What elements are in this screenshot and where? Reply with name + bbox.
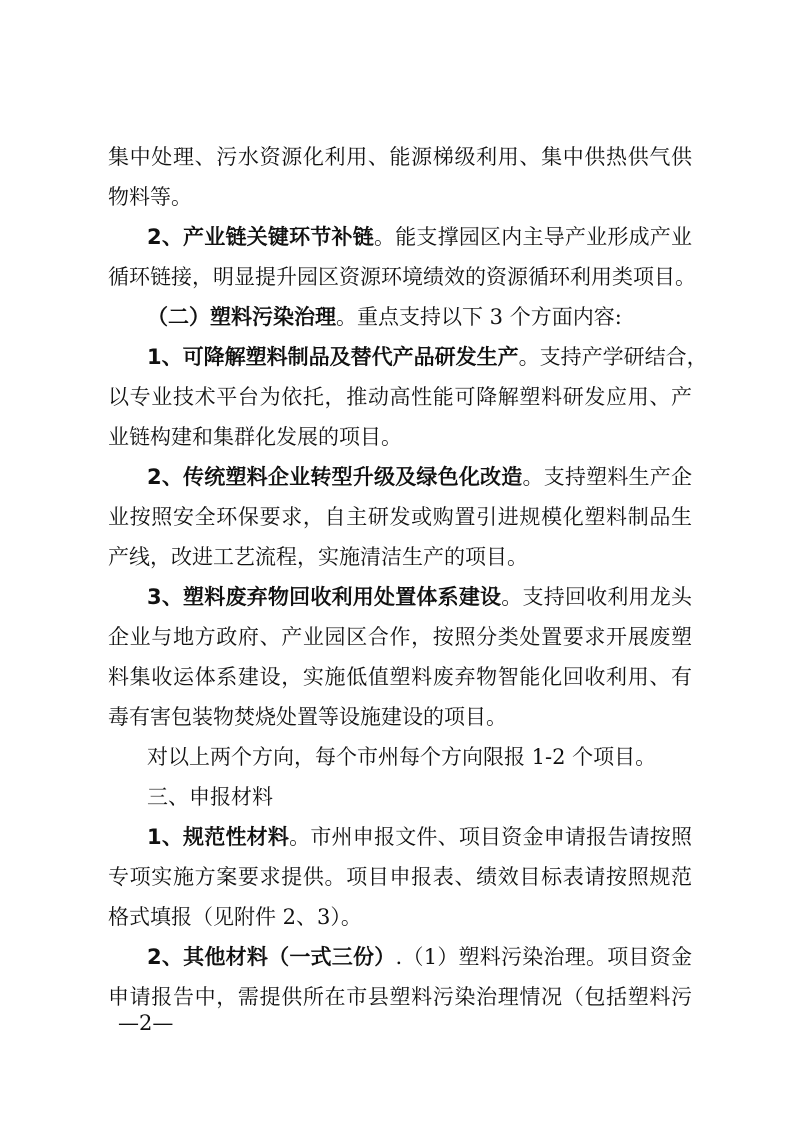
body-line	[108, 417, 692, 457]
line-text: 业按照安全环保要求，自主研发或购置引进规模化塑料制品生	[108, 505, 692, 529]
line-text: 集中处理、污水资源化利用、能源梯级利用、集中供热供气供	[108, 145, 692, 169]
body-line	[147, 937, 692, 977]
line-text: 。重点支持以下 3 个方面内容:	[336, 305, 622, 329]
body-line	[147, 217, 692, 257]
body-line	[147, 737, 692, 777]
body-line	[108, 657, 692, 697]
line-text: 。市州申报文件、项目资金申请报告请按照	[289, 825, 692, 849]
line-text: 专项实施方案要求提供。项目申报表、绩效目标表请按照规范	[108, 865, 692, 889]
line-text: 。支持产学研结合，	[518, 345, 708, 369]
line-text: 格式填报（见附件 2、3）。	[108, 905, 362, 929]
body-line	[108, 537, 692, 577]
section-heading: 1、规范性材料	[147, 825, 290, 849]
line-text: 料集收运体系建设，实施低值塑料废弃物智能化回收利用、有	[108, 665, 692, 689]
body-line	[147, 297, 692, 337]
body-line	[147, 817, 692, 857]
section-heading: 2、产业链关键环节补链	[147, 225, 374, 249]
line-text: 对以上两个方向，每个市州每个方向限报 1-2 个项目。	[147, 745, 657, 769]
line-text: 业链构建和集群化发展的项目。	[108, 425, 402, 449]
line-text: 企业与地方政府、产业园区合作，按照分类处置要求开展废塑	[108, 625, 692, 649]
section-heading: 2、传统塑料企业转型升级及绿色化改造	[147, 465, 523, 489]
body-line	[108, 977, 692, 1017]
line-text: 以专业技术平台为依托，推动高性能可降解塑料研发应用、产	[108, 385, 692, 409]
body-line	[108, 137, 692, 177]
line-text: 三、申报材料	[147, 785, 273, 809]
body-line	[108, 497, 692, 537]
section-heading: 3、塑料废弃物回收利用处置体系建设	[147, 585, 502, 609]
line-text: 物料等。	[108, 185, 192, 209]
body-line	[147, 337, 708, 377]
body-line	[108, 897, 692, 937]
line-text: 申请报告中，需提供所在市县塑料污染治理情况（包括塑料污	[108, 985, 692, 1009]
page-number: —2—	[118, 1011, 174, 1035]
line-text: 循环链接，明显提升园区资源环境绩效的资源循环利用类项目。	[108, 265, 696, 289]
section-heading: 2、其他材料（一式三份）	[147, 945, 396, 969]
line-text: 毒有害包装物焚烧处置等设施建设的项目。	[108, 705, 507, 729]
line-text: 。支持回收利用龙头	[501, 585, 692, 609]
body-line	[108, 377, 692, 417]
body-line	[147, 457, 692, 497]
body-line	[108, 857, 692, 897]
body-line	[147, 577, 692, 617]
section-heading: （二）塑料污染治理	[147, 305, 336, 329]
section-heading: 1、可降解塑料制品及替代产品研发生产	[147, 345, 519, 369]
line-text: 。能支撑园区内主导产业形成产业	[373, 225, 692, 249]
line-text: 。支持塑料生产企	[522, 465, 692, 489]
section-title	[147, 777, 692, 817]
body-line	[108, 257, 696, 297]
body-line	[108, 177, 692, 217]
line-text: 产线，改进工艺流程，实施清洁生产的项目。	[108, 545, 528, 569]
body-line	[108, 617, 692, 657]
line-text: .（1）塑料污染治理。项目资金	[395, 945, 692, 969]
body-line	[108, 697, 692, 737]
